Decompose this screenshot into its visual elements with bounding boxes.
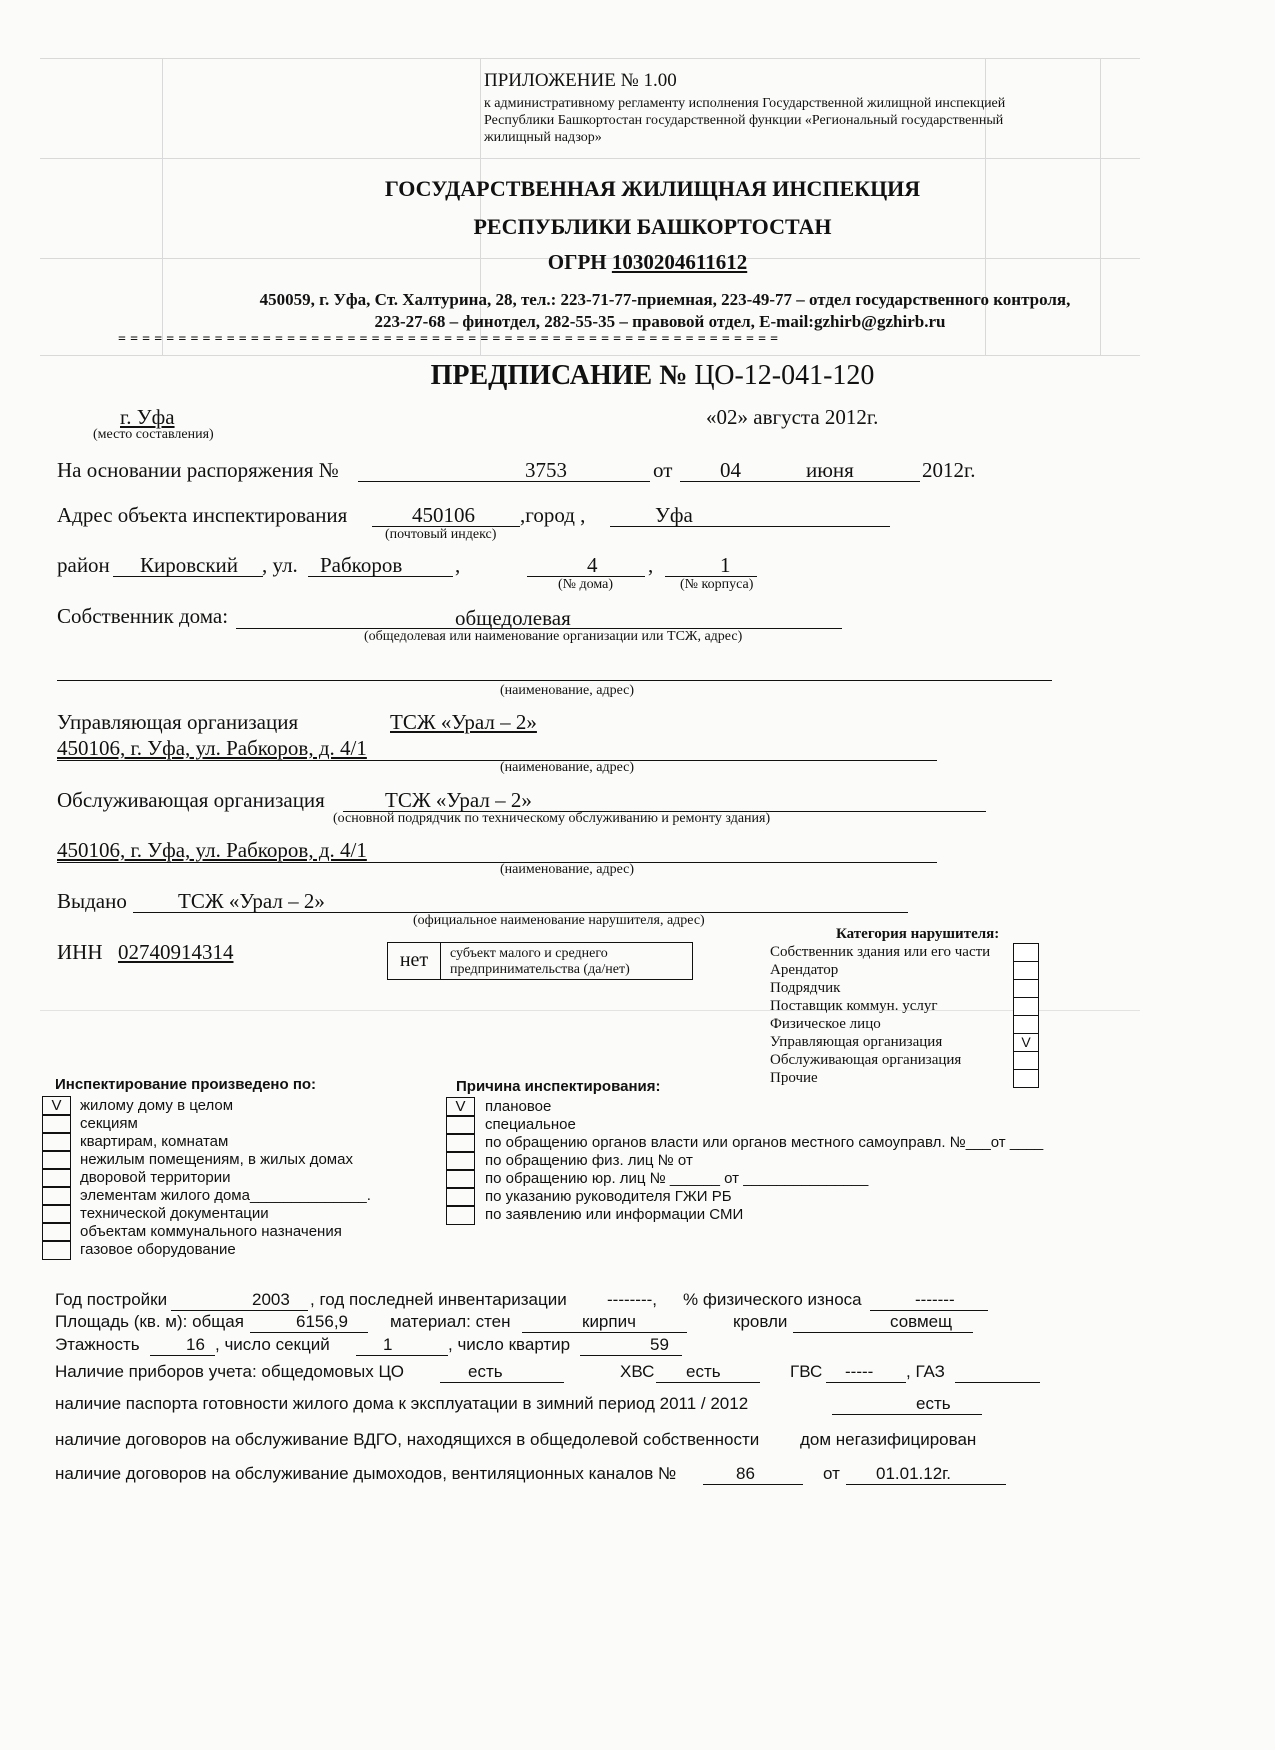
category-label: Физическое лицо	[770, 1016, 881, 1032]
inspected-label: дворовой территории	[80, 1169, 231, 1186]
inspected-label: секциям	[80, 1115, 138, 1132]
reason-label: плановое	[485, 1098, 552, 1115]
basis-from: от	[653, 458, 673, 482]
category-checkbox[interactable]	[1013, 1015, 1039, 1034]
apartments-value: 59	[650, 1335, 669, 1354]
basis-label: На основании распоряжения №	[57, 458, 339, 482]
city-label: ,город ,	[520, 503, 586, 527]
category-checkbox[interactable]	[1013, 961, 1039, 980]
meter-co-value: есть	[468, 1362, 503, 1381]
sme-caption-2: предпринимательства (да/нет)	[450, 962, 630, 977]
service-caption-2: (наименование, адрес)	[500, 862, 635, 877]
owner-caption: (общедолевая или наименование организации или ТСЖ, адрес)	[364, 629, 743, 644]
meter-gas-label: , ГАЗ	[906, 1362, 945, 1381]
reason-checkbox[interactable]	[446, 1151, 475, 1171]
reason-label: по обращению физ. лиц № от	[485, 1152, 693, 1169]
inspected-label: газовое оборудование	[80, 1241, 236, 1258]
owner-label: Собственник дома:	[57, 604, 229, 628]
inspected-label: элементам жилого дома______________.	[80, 1187, 371, 1204]
reason-label: по указанию руководителя ГЖИ РБ	[485, 1188, 732, 1205]
street-value: Рабкоров	[320, 553, 403, 577]
inventory-value: --------,	[607, 1290, 658, 1309]
passport-value: есть	[916, 1394, 951, 1413]
document-date: «02» августа 2012г.	[706, 405, 879, 429]
area-value: 6156,9	[296, 1312, 348, 1331]
service-label: Обслуживающая организация	[57, 788, 325, 812]
postcode-value: 450106	[412, 503, 475, 527]
service-caption: (основной подрядчик по техническому обслуживанию и ремонту здания)	[333, 811, 771, 826]
inn-label: ИНН	[57, 940, 103, 964]
service-address: 450106, г. Уфа, ул. Рабкоров, д. 4/1	[57, 838, 367, 862]
inspected-checkbox[interactable]	[42, 1204, 71, 1224]
owner-value: общедолевая	[455, 606, 571, 630]
apartments-label: , число квартир	[448, 1335, 571, 1354]
reason-label: по обращению органов власти или органов местного самоуправл. №___от ____	[485, 1134, 1044, 1151]
meter-hvs-value: есть	[686, 1362, 721, 1381]
appendix-line-2: Республики Башкортостан государственной функции «Региональный государственный	[484, 113, 1004, 128]
service-value: ТСЖ «Урал – 2»	[385, 788, 532, 812]
management-label: Управляющая организация	[57, 710, 299, 734]
inspected-label: технической документации	[80, 1205, 269, 1222]
category-label: Поставщик коммун. услуг	[770, 998, 938, 1014]
reason-checkbox[interactable]	[446, 1115, 475, 1135]
category-checkbox[interactable]	[1013, 979, 1039, 998]
wear-value: -------	[915, 1290, 955, 1309]
document-number: ЦО-12-041-120	[694, 360, 875, 391]
meters-label: Наличие приборов учета: общедомовых ЦО	[55, 1362, 404, 1381]
category-label: Арендатор	[770, 962, 839, 978]
category-checkbox[interactable]	[1013, 943, 1039, 962]
category-label: Управляющая организация	[770, 1034, 943, 1050]
reason-checkbox[interactable]	[446, 1169, 475, 1189]
vdgo-value: дом негазифицирован	[800, 1430, 977, 1449]
house-value: 4	[587, 553, 598, 577]
sme-caption-1: субъект малого и среднего	[450, 946, 608, 961]
reason-label: по обращению юр. лиц № ______ от _______________	[485, 1170, 869, 1187]
issued-value: ТСЖ «Урал – 2»	[178, 889, 325, 913]
inspected-label: жилому дому в целом	[80, 1097, 234, 1114]
inspected-checkbox[interactable]	[42, 1114, 71, 1134]
reason-checkbox[interactable]: V	[446, 1097, 475, 1117]
basis-month: июня	[806, 458, 854, 482]
org-address-line-1: 450059, г. Уфа, Ст. Халтурина, 28, тел.: 223-71-77-приемная, 223-49-77 – отдел государственного контроля,	[259, 290, 1071, 309]
floors-value: 16	[186, 1335, 205, 1354]
year-built-value: 2003	[252, 1290, 290, 1309]
inspected-checkbox[interactable]	[42, 1168, 71, 1188]
wear-label: % физического износа	[683, 1290, 862, 1309]
meter-gvs-label: ГВС	[790, 1362, 823, 1381]
inventory-label: , год последней инвентаризации	[310, 1290, 567, 1309]
inspected-checkbox[interactable]	[42, 1240, 71, 1260]
inn-value: 02740914314	[118, 940, 234, 964]
reason-checkbox[interactable]	[446, 1187, 475, 1207]
reason-title: Причина инспектирования:	[456, 1078, 661, 1095]
address-label: Адрес объекта инспектирования	[57, 503, 348, 527]
meter-hvs-label: ХВС	[620, 1362, 655, 1381]
document-title-label: ПРЕДПИСАНИЕ №	[430, 360, 695, 391]
place-caption: (место составления)	[93, 427, 214, 442]
org-name-line-2: РЕСПУБЛИКИ БАШКОРТОСТАН	[473, 214, 832, 239]
category-checkbox[interactable]: V	[1013, 1033, 1039, 1052]
chimney-label: наличие договоров на обслуживание дымоходов, вентиляционных каналов №	[55, 1464, 677, 1483]
owner-caption-2: (наименование, адрес)	[500, 683, 635, 698]
category-label: Прочие	[770, 1070, 818, 1086]
basis-year: 2012г.	[922, 458, 976, 482]
category-checkbox[interactable]	[1013, 1051, 1039, 1070]
house-caption: (№ дома)	[558, 577, 614, 592]
inspected-label: квартирам, комнатам	[80, 1133, 229, 1150]
korpus-value: 1	[720, 553, 731, 577]
sme-box	[387, 942, 693, 980]
street-comma: ,	[455, 553, 461, 577]
korpus-caption: (№ корпуса)	[680, 577, 754, 592]
chimney-from: от	[823, 1464, 840, 1483]
ogrn	[0, 250, 1275, 275]
category-checkbox[interactable]	[1013, 1069, 1039, 1088]
passport-label: наличие паспорта готовности жилого дома к эксплуатации в зимний период 2011 / 2012	[55, 1394, 749, 1413]
street-label: , ул.	[262, 553, 298, 577]
walls-label: материал: стен	[390, 1312, 511, 1331]
reason-label: по заявлению или информации СМИ	[485, 1206, 744, 1223]
basis-day: 04	[720, 458, 741, 482]
roof-label: кровли	[733, 1312, 788, 1331]
inspected-checkbox[interactable]	[42, 1150, 71, 1170]
roof-value: совмещ	[890, 1312, 953, 1331]
category-label: Обслуживающая организация	[770, 1052, 962, 1068]
inspected-checkbox[interactable]	[42, 1186, 71, 1206]
area-label: Площадь (кв. м): общая	[55, 1312, 244, 1331]
category-label: Подрядчик	[770, 980, 841, 996]
district-label: район	[57, 553, 110, 577]
appendix-line-1: к административному регламенту исполнения Государственной жилищной инспекцией	[484, 96, 1006, 111]
chimney-date: 01.01.12г.	[876, 1464, 952, 1483]
sme-value: нет	[388, 943, 441, 979]
category-label: Собственник здания или его части	[770, 944, 991, 960]
issued-caption: (официальное наименование нарушителя, адрес)	[413, 913, 705, 928]
appendix-line-3: жилищный надзор»	[484, 130, 602, 145]
inspected-label: объектам коммунального назначения	[80, 1223, 342, 1240]
sections-value: 1	[383, 1335, 393, 1354]
year-built-label: Год постройки	[55, 1290, 168, 1309]
management-value: ТСЖ «Урал – 2»	[390, 710, 537, 734]
postcode-caption: (почтовый индекс)	[385, 527, 497, 542]
chimney-number: 86	[736, 1464, 755, 1483]
house-comma: ,	[648, 553, 654, 577]
ogrn-label: ОГРН	[547, 250, 612, 274]
reason-label: специальное	[485, 1116, 576, 1133]
reason-checkbox[interactable]	[446, 1133, 475, 1153]
district-value: Кировский	[140, 553, 239, 577]
header-separator: = = = = = = = = = = = = = = = = = = = = = = = = = = = = = = = = = = = = = = = = = = = = = = = = = = = = = = =	[118, 332, 779, 347]
city-value: Уфа	[655, 503, 693, 527]
management-address: 450106, г. Уфа, ул. Рабкоров, д. 4/1	[57, 736, 367, 760]
inspected-checkbox[interactable]: V	[42, 1096, 71, 1116]
walls-value: кирпич	[582, 1312, 636, 1331]
management-caption: (наименование, адрес)	[500, 760, 635, 775]
inspected-title: Инспектирование произведено по:	[55, 1076, 317, 1093]
inspected-checkbox[interactable]	[42, 1132, 71, 1152]
issued-label: Выдано	[57, 889, 127, 913]
appendix-title: ПРИЛОЖЕНИЕ № 1.00	[484, 70, 677, 91]
vdgo-label: наличие договоров на обслуживание ВДГО, находящихся в общедолевой собственности	[55, 1430, 760, 1449]
reason-checkbox[interactable]	[446, 1205, 475, 1225]
category-checkbox[interactable]	[1013, 997, 1039, 1016]
document-title	[0, 360, 1275, 392]
inspected-checkbox[interactable]	[42, 1222, 71, 1242]
basis-number: 3753	[525, 458, 567, 482]
org-address-line-2: 223-27-68 – финотдел, 282-55-35 – правовой отдел, E-mail:gzhirb@gzhirb.ru	[374, 312, 946, 331]
inspected-label: нежилым помещениям, в жилых домах	[80, 1151, 353, 1168]
category-title: Категория нарушителя:	[836, 926, 1000, 942]
place-value: г. Уфа	[120, 405, 175, 429]
org-name-line-1: ГОСУДАРСТВЕННАЯ ЖИЛИЩНАЯ ИНСПЕКЦИЯ	[384, 176, 921, 201]
sections-label: , число секций	[215, 1335, 330, 1354]
ogrn-value: 1030204611612	[611, 250, 748, 274]
meter-gvs-value: -----	[845, 1362, 874, 1381]
floors-label: Этажность	[55, 1335, 140, 1354]
